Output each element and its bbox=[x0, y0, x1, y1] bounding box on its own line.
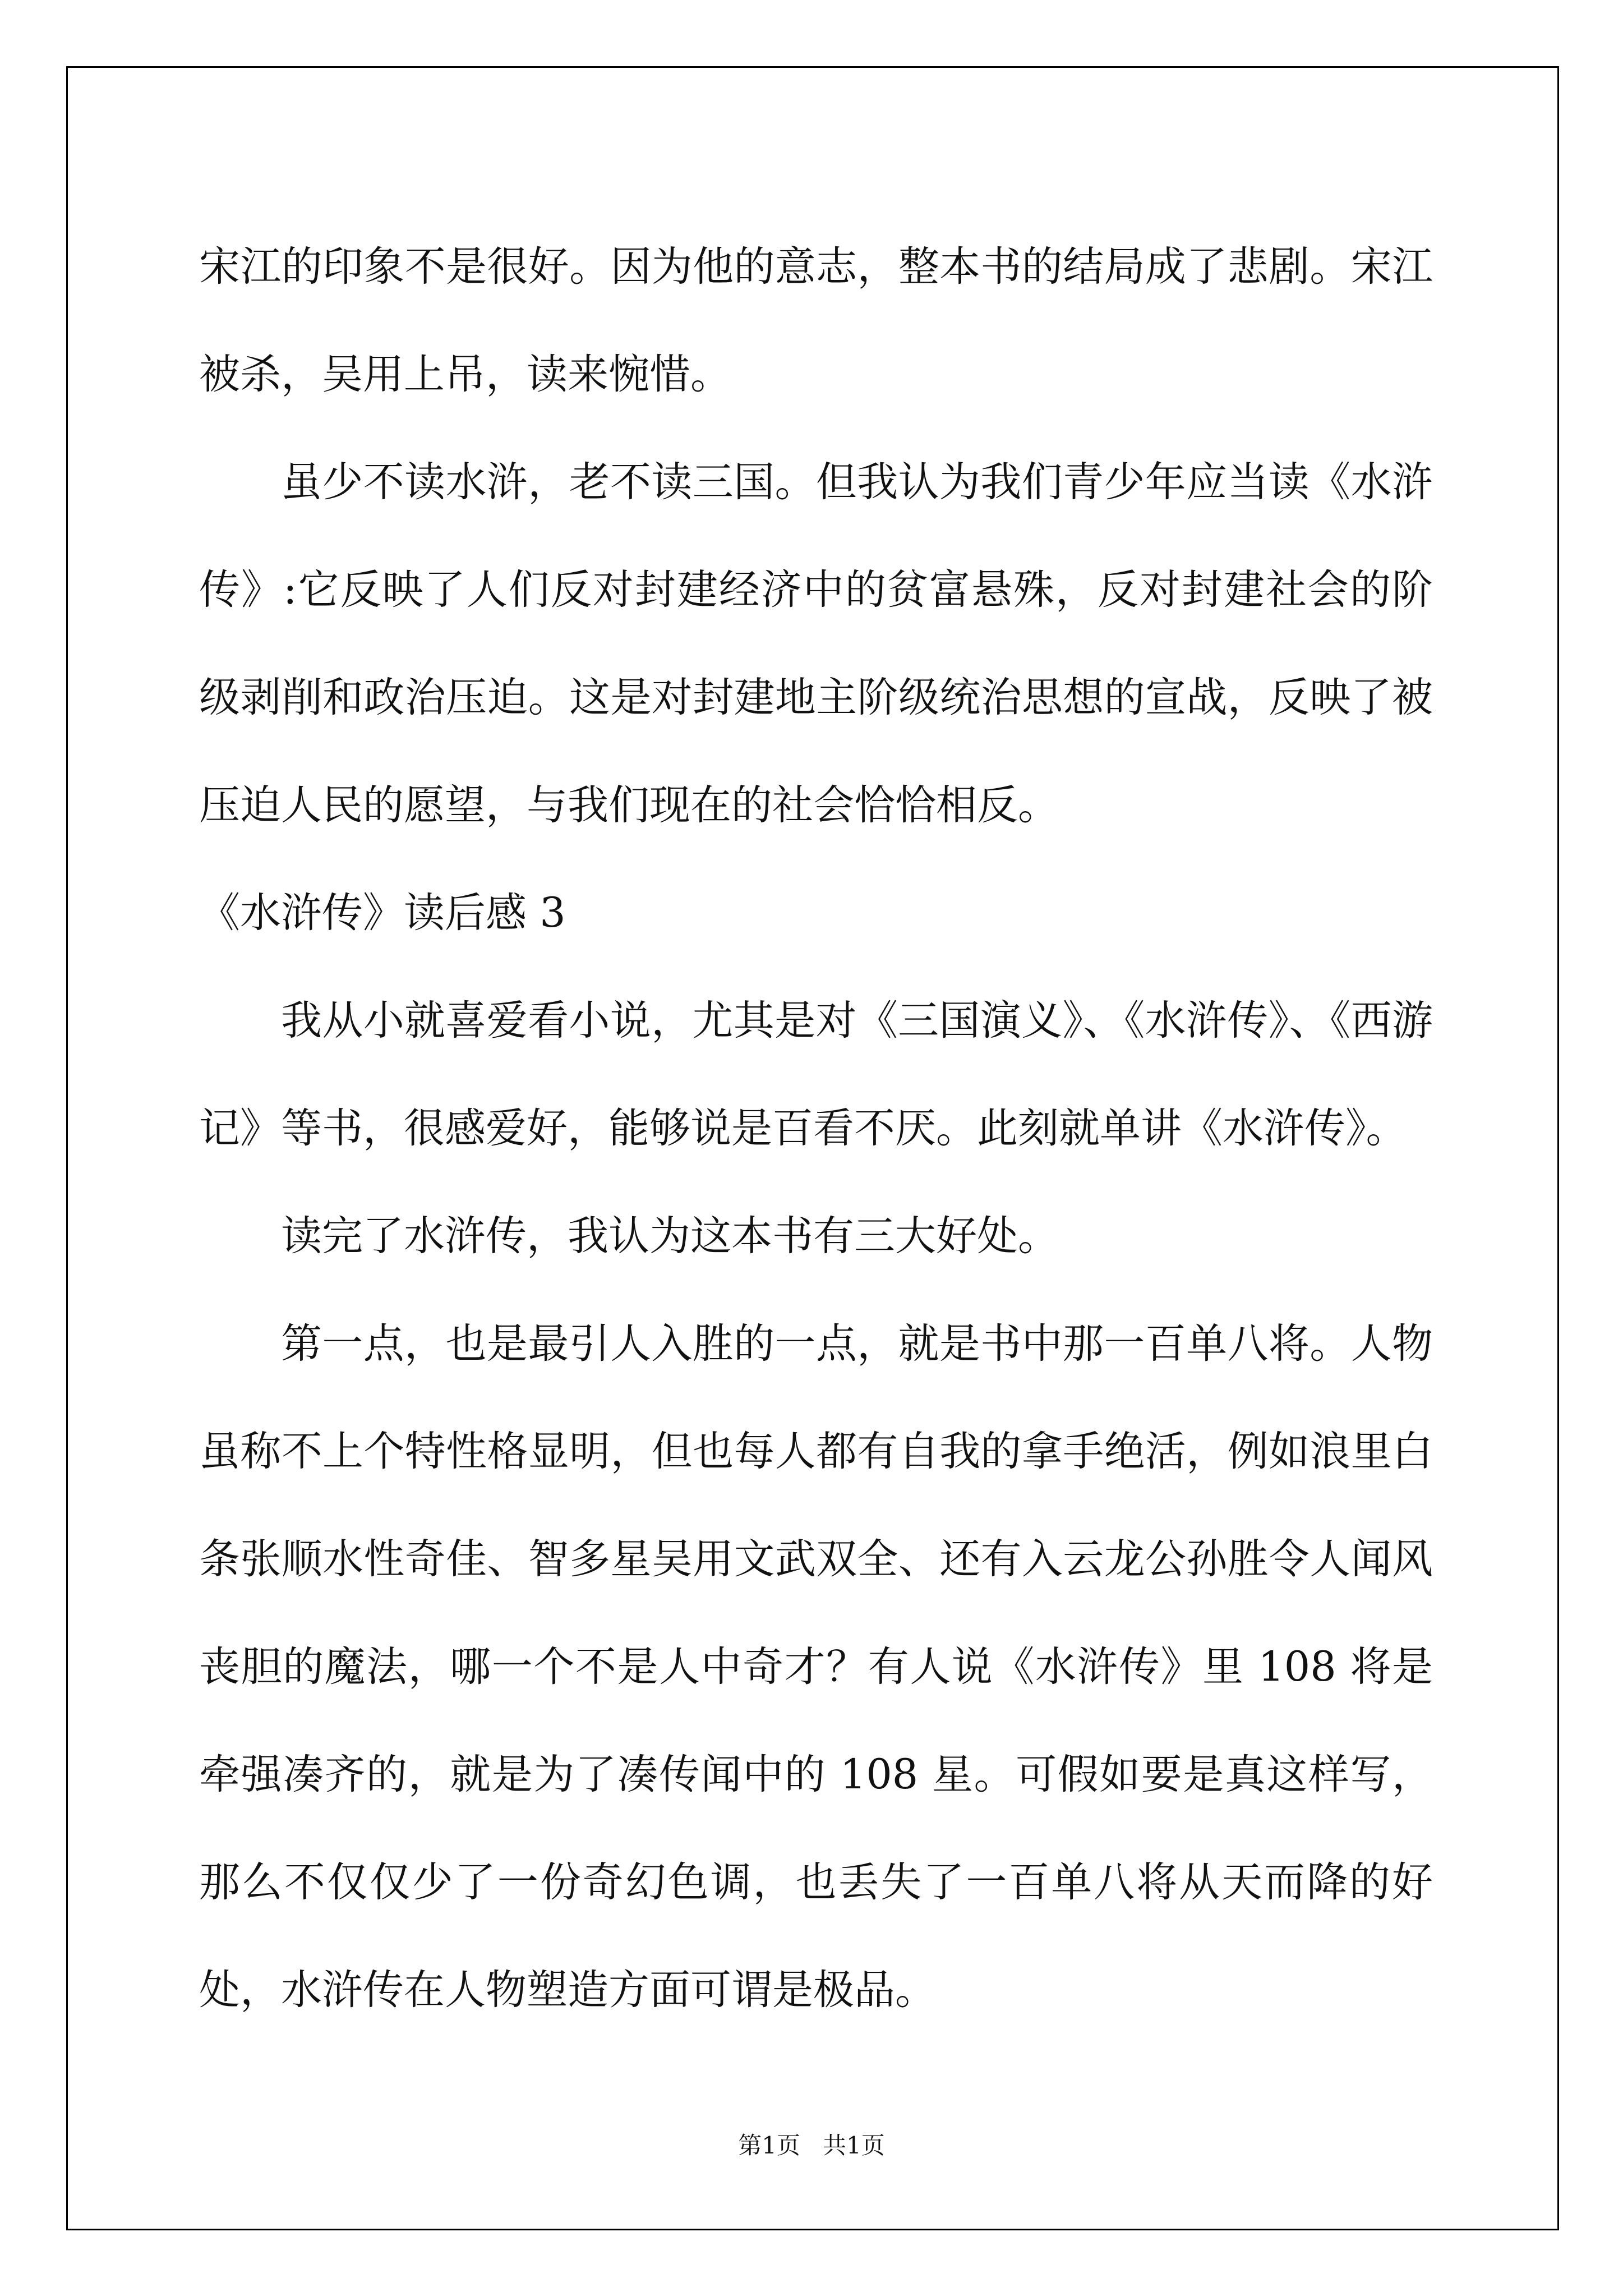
paragraph-1: 宋江的印象不是很好。因为他的意志，整本书的结局成了悲剧。宋江被杀，吴用上吊，读来惋惜。 bbox=[199, 243, 1433, 398]
paragraph-3: 我从小就喜爱看小说，尤其是对《三国演义》、《水浒传》、《西游记》等书，很感爱好，能够说是百看不厌。此刻就单讲《水浒传》。 bbox=[199, 997, 1433, 1152]
paragraph-2: 虽少不读水浒，老不读三国。但我认为我们青少年应当读《水浒传》:它反映了人们反对封建经济中的贫富悬殊，反对封建社会的阶级剥削和政治压迫。这是对封建地主阶级统治思想的宣战，反映了被压迫人民的愿望，与我们现在的社会恰恰相反。 bbox=[199, 458, 1433, 829]
paragraph-4: 读完了水浒传，我认为这本书有三大好处。 bbox=[281, 1212, 1059, 1260]
paragraph-5: 第一点，也是最引人入胜的一点，就是书中那一百单八将。人物虽称不上个特性格显明，但也每人都有自我的拿手绝活，例如浪里白条张顺水性奇佳、智多星吴用文武双全、还有入云龙公孙胜令人闻风丧胆的魔法，哪一个不是人中奇才？有人说《水浒传》里 108 将是牵强凑齐的，就是为了凑传闻中的 108 星。可假如要是真这样写，那么不仅仅少了一份奇幻色调，也丢失了一百单八将从天而降的好处，水浒传在人物塑造方面可谓是极品。 bbox=[199, 1320, 1433, 2014]
section-heading: 《水浒传》读后感 3 bbox=[199, 889, 566, 937]
page-footer: 第1页 共1页 bbox=[738, 2132, 885, 2159]
document-body bbox=[199, 213, 1433, 2044]
